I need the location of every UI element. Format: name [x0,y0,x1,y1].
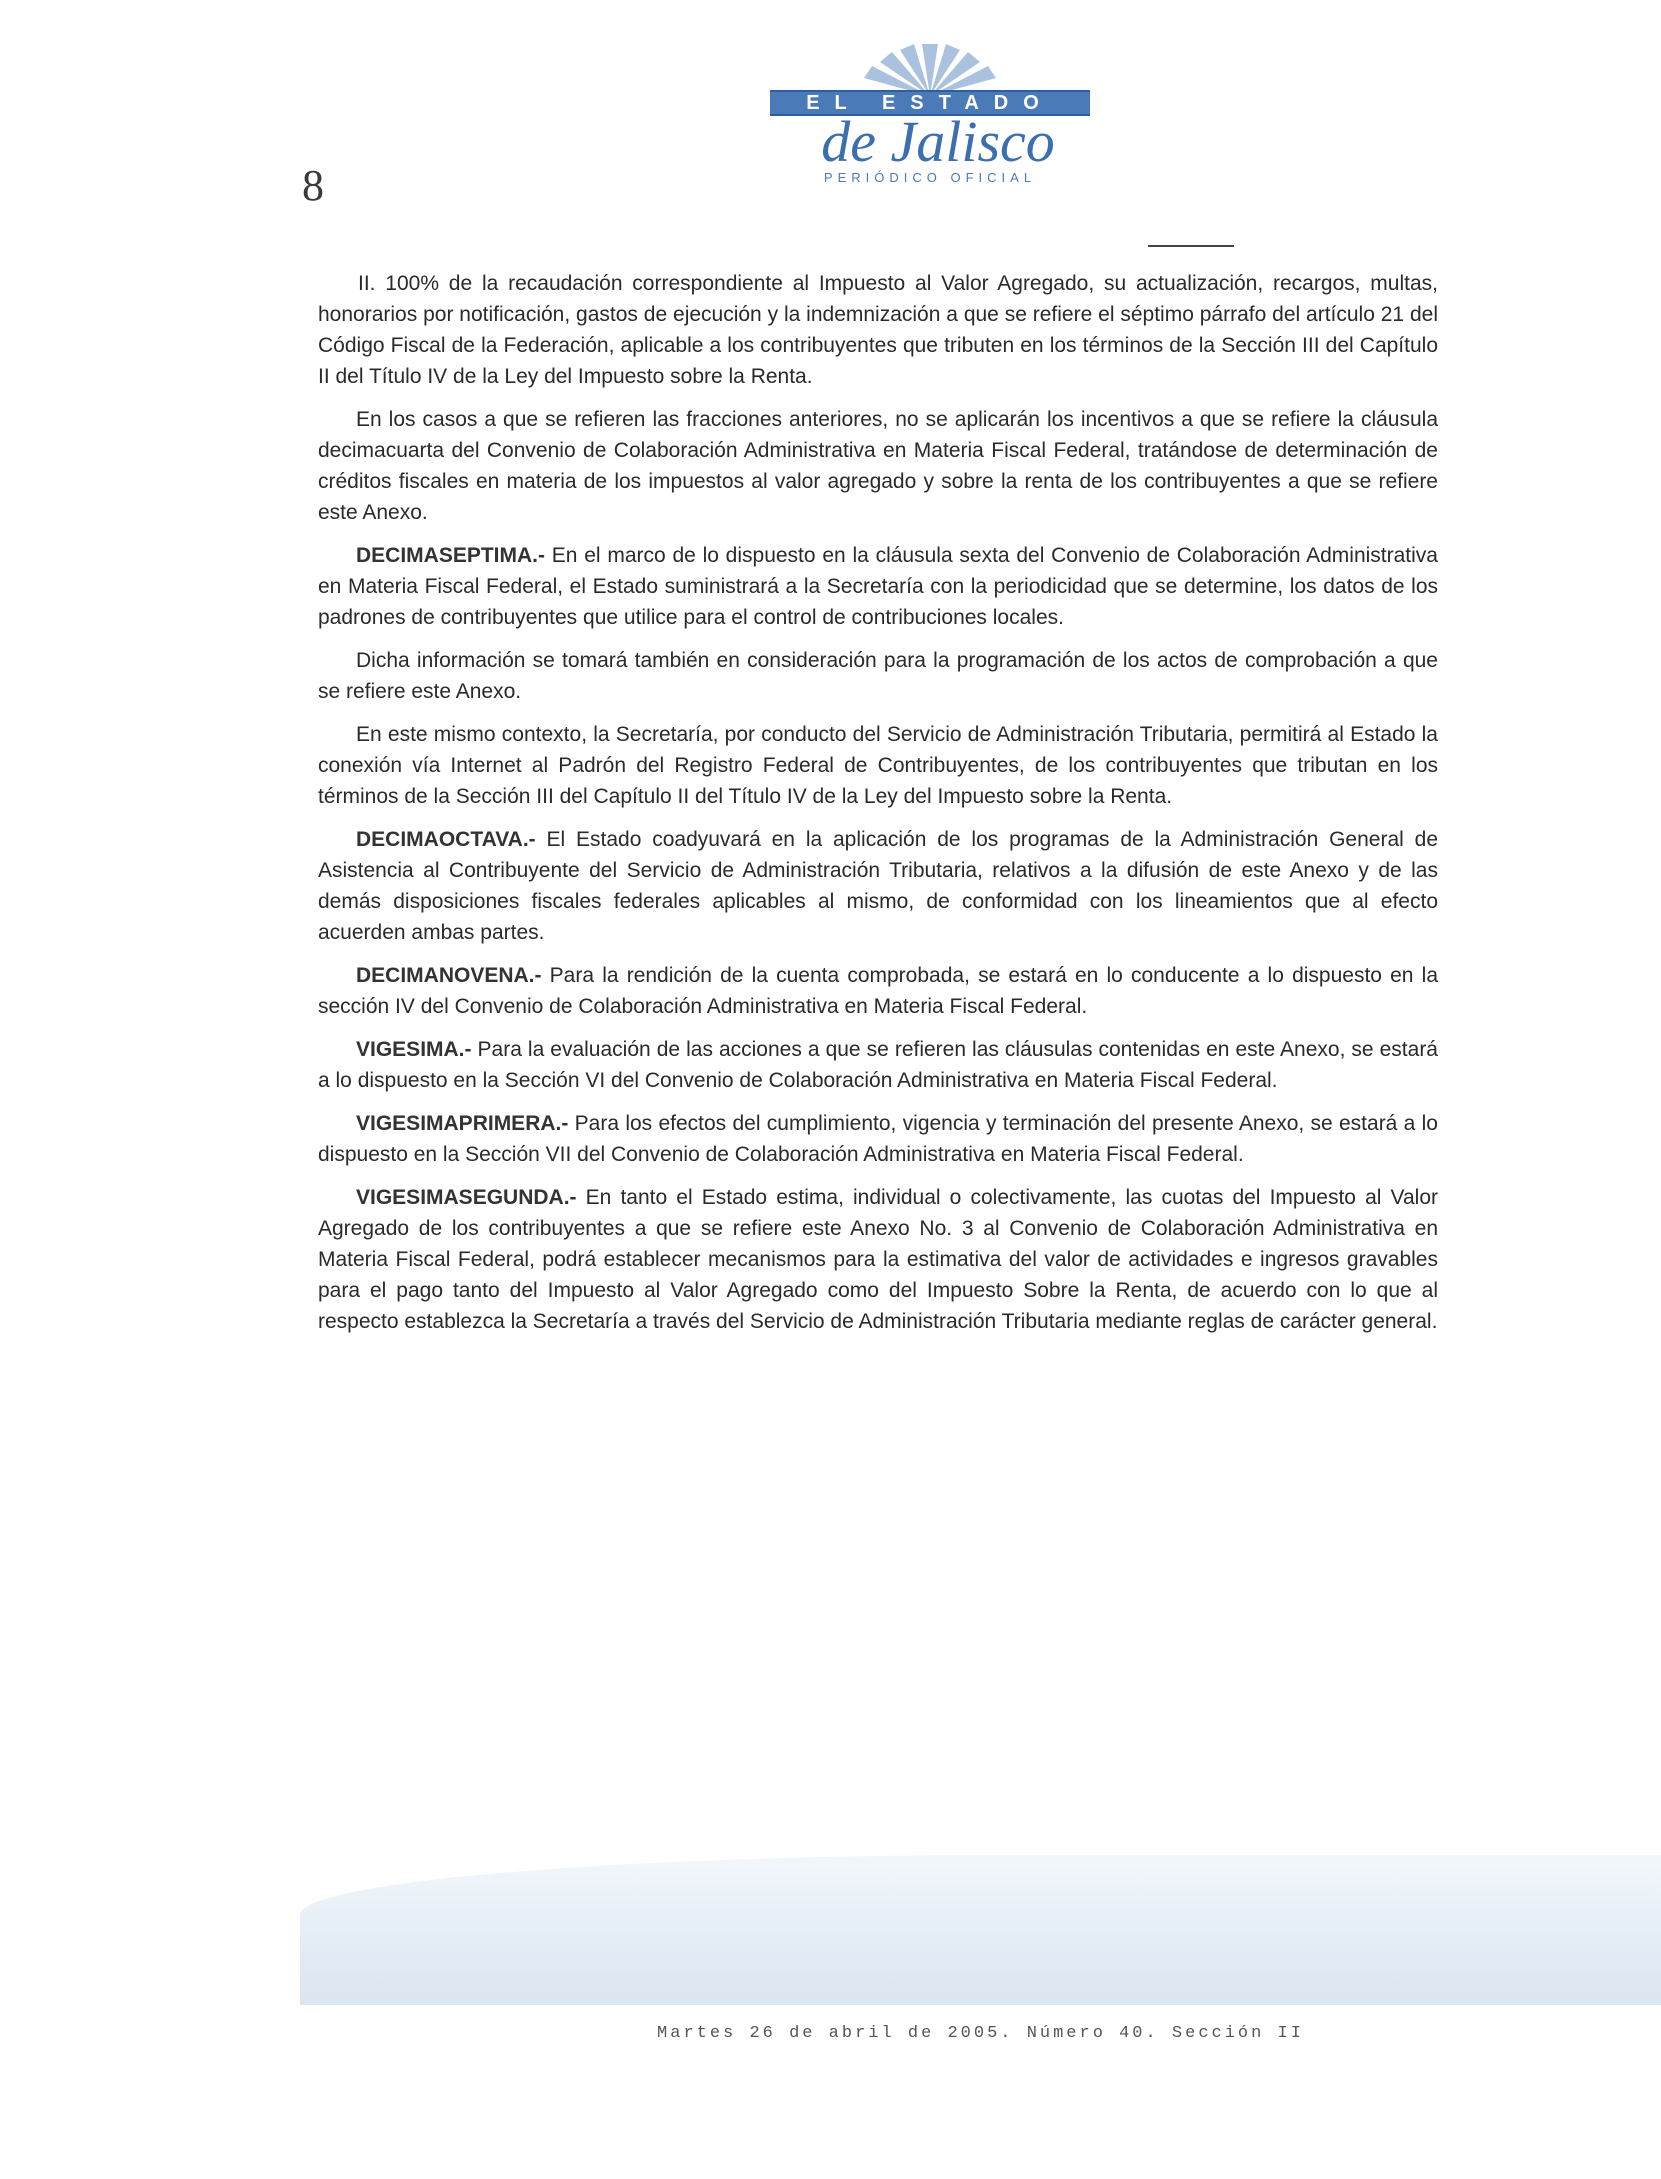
masthead-title: de Jalisco [821,109,1055,174]
page-number: 8 [302,161,324,210]
paragraph-lead: VIGESIMA.- [356,1038,472,1061]
paragraph-text: Para la rendición de la cuenta comprobada, se estará en lo conducente a lo dispuesto en la sección IV del Convenio de Colaboración Administrativa en Materia Fiscal Federal. [318,964,1438,1018]
footer-date-line: Martes 26 de abril de 2005. Número 40. Sección II [657,2024,1304,2043]
paragraph [318,1034,1438,1096]
paragraph-text: En este mismo contexto, la Secretaría, por conducto del Servicio de Administración Tributaria, permitirá al Estado la conexión vía Internet al Padrón del Registro Federal de Contribuyentes, de los contribuyentes que tributan en los términos de la Sección III del Capítulo II del Título IV de la Ley del Impuesto sobre la Renta. [318,723,1438,808]
paragraph-text: El Estado coadyuvará en la aplicación de los programas de la Administración General de Asistencia al Contribuyente del Servicio de Administración Tributaria, relativos a la difusión de este Anexo y de las demás disposiciones fiscales federales aplicables al mismo, de conformidad con los lineamientos que al efecto acuerden ambas partes. [318,828,1438,944]
paragraph [318,404,1438,528]
footer-decoration [300,1855,1661,2005]
paragraph-lead: DECIMANOVENA.- [356,964,542,987]
paragraph [318,960,1438,1022]
header-rule [1148,245,1234,247]
document-body [318,268,1438,1349]
paragraph [318,645,1438,707]
paragraph-text: En los casos a que se refieren las fracciones anteriores, no se aplicarán los incentivos a que se refiere la cláusula decimacuarta del Convenio de Colaboración Administrativa en Materia Fiscal Federal, tratándose de determinación de créditos fiscales en materia de los impuestos al valor agregado y sobre la renta de los contribuyentes a que se refiere este Anexo. [318,408,1438,524]
paragraph [318,268,1438,392]
masthead-logo [770,40,1090,190]
paragraph [318,1108,1438,1170]
paragraph [318,719,1438,812]
paragraph-lead: VIGESIMAPRIMERA.- [356,1112,569,1135]
paragraph-text: En el marco de lo dispuesto en la cláusula sexta del Convenio de Colaboración Administrativa en Materia Fiscal Federal, el Estado suministrará a la Secretaría con la periodicidad que se determine, los datos de los padrones de contribuyentes que utilice para el control de contribuciones locales. [318,544,1438,629]
paragraph [318,824,1438,948]
paragraph-text: Para los efectos del cumplimiento, vigencia y terminación del presente Anexo, se estará a lo dispuesto en la Sección VII del Convenio de Colaboración Administrativa en Materia Fiscal Federal. [318,1112,1438,1166]
paragraph-text: Para la evaluación de las acciones a que se refieren las cláusulas contenidas en este Anexo, se estará a lo dispuesto en la Sección VI del Convenio de Colaboración Administrativa en Materia Fiscal Federal. [318,1038,1438,1092]
paragraph [318,1182,1438,1337]
sun-rays-icon [830,40,1030,96]
masthead-subtitle: PERIÓDICO OFICIAL [823,170,1037,185]
paragraph [318,540,1438,633]
paragraph-lead: DECIMAOCTAVA.- [356,828,536,851]
masthead-band: EL ESTADO [770,90,1090,116]
paragraph-text: Dicha información se tomará también en consideración para la programación de los actos de comprobación a que se refiere este Anexo. [318,649,1438,703]
paragraph-text: En tanto el Estado estima, individual o colectivamente, las cuotas del Impuesto al Valor Agregado de los contribuyentes a que se refiere este Anexo No. 3 al Convenio de Colaboración Administrativa en Materia Fiscal Federal, podrá establecer mecanismos para la estimativa del valor de actividades e ingresos gravables para el pago tanto del Impuesto al Valor Agregado como del Impuesto Sobre la Renta, de acuerdo con lo que al respecto establezca la Secretaría a través del Servicio de Administración Tributaria mediante reglas de carácter general. [318,1186,1438,1333]
paragraph-lead: VIGESIMASEGUNDA.- [356,1186,577,1209]
paragraph-text: II. 100% de la recaudación correspondiente al Impuesto al Valor Agregado, su actualización, recargos, multas, honorarios por notificación, gastos de ejecución y la indemnización a que se refiere el séptimo párrafo del artículo 21 del Código Fiscal de la Federación, aplicable a los contribuyentes que tributen en los términos de la Sección III del Capítulo II del Título IV de la Ley del Impuesto sobre la Renta. [318,272,1438,388]
paragraph-lead: DECIMASEPTIMA.- [356,544,545,567]
